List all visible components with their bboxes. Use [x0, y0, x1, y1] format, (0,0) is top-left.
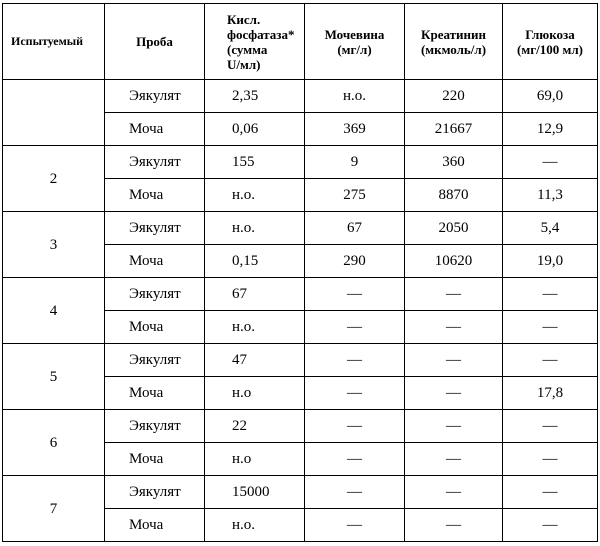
header-glucose-line-1: Глюкоза — [525, 26, 575, 42]
creatinine-cell: 2050 — [405, 212, 503, 245]
urea-cell: 275 — [305, 179, 405, 212]
glucose-cell: — — [503, 509, 598, 542]
table-row — [3, 410, 598, 443]
creatinine-cell: — — [405, 476, 503, 509]
results-table — [2, 3, 598, 542]
glucose-cell: 5,4 — [503, 212, 598, 245]
glucose-cell: 17,8 — [503, 377, 598, 410]
subject-cell: 2 — [3, 146, 105, 212]
creatinine-cell: 220 — [405, 80, 503, 113]
subject-cell — [3, 80, 105, 146]
phosphatase-cell: н.о. — [205, 212, 305, 245]
urea-cell: 9 — [305, 146, 405, 179]
header-urea-line-2: (мг/л) — [337, 41, 372, 57]
table-row — [3, 476, 598, 509]
creatinine-cell: 21667 — [405, 113, 503, 146]
creatinine-cell: — — [405, 344, 503, 377]
urea-cell: н.о. — [305, 80, 405, 113]
phosphatase-cell: 2,35 — [205, 80, 305, 113]
table-row — [3, 212, 598, 245]
creatinine-cell: — — [405, 311, 503, 344]
glucose-cell: 19,0 — [503, 245, 598, 278]
urea-cell: — — [305, 377, 405, 410]
creatinine-cell: — — [405, 443, 503, 476]
urea-cell: — — [305, 410, 405, 443]
glucose-cell: 69,0 — [503, 80, 598, 113]
phosphatase-cell: 155 — [205, 146, 305, 179]
header-creatinine — [405, 4, 503, 80]
header-creatinine-line-2: (мкмоль/л) — [420, 41, 487, 57]
sample-cell: Моча — [105, 509, 205, 542]
phosphatase-cell: 22 — [205, 410, 305, 443]
header-phosphatase-line-3: (сумма — [227, 41, 268, 57]
phosphatase-cell: 0,15 — [205, 245, 305, 278]
header-sample: Проба — [105, 4, 205, 80]
urea-cell: 369 — [305, 113, 405, 146]
sample-cell: Эякулят — [105, 344, 205, 377]
urea-cell: — — [305, 509, 405, 542]
glucose-cell: — — [503, 476, 598, 509]
header-phosphatase-line-4: U/мл) — [227, 56, 261, 72]
phosphatase-cell: 15000 — [205, 476, 305, 509]
urea-cell: — — [305, 476, 405, 509]
phosphatase-cell: н.о — [205, 377, 305, 410]
urea-cell: — — [305, 443, 405, 476]
header-phosphatase — [205, 4, 305, 80]
creatinine-cell: 10620 — [405, 245, 503, 278]
phosphatase-cell: 67 — [205, 278, 305, 311]
sample-cell: Моча — [105, 245, 205, 278]
sample-cell: Эякулят — [105, 476, 205, 509]
glucose-cell: — — [503, 278, 598, 311]
header-glucose — [503, 4, 598, 80]
glucose-cell: — — [503, 311, 598, 344]
sample-cell: Моча — [105, 443, 205, 476]
sample-cell: Эякулят — [105, 146, 205, 179]
urea-cell: — — [305, 278, 405, 311]
creatinine-cell: 360 — [405, 146, 503, 179]
subject-cell: 4 — [3, 278, 105, 344]
table-row — [3, 146, 598, 179]
sample-cell: Моча — [105, 113, 205, 146]
subject-cell: 6 — [3, 410, 105, 476]
header-subject: Испытуемый — [3, 4, 105, 80]
creatinine-cell: — — [405, 410, 503, 443]
header-creatinine-line-1: Креатинин — [421, 26, 486, 42]
header-urea — [305, 4, 405, 80]
glucose-cell: — — [503, 443, 598, 476]
header-phosphatase-line-1: Кисл. — [227, 11, 261, 27]
glucose-cell: — — [503, 344, 598, 377]
subject-cell: 3 — [3, 212, 105, 278]
header-glucose-line-2: (мг/100 мл) — [517, 41, 583, 57]
creatinine-cell: — — [405, 377, 503, 410]
sample-cell: Моча — [105, 377, 205, 410]
phosphatase-cell: 47 — [205, 344, 305, 377]
urea-cell: — — [305, 311, 405, 344]
urea-cell: 290 — [305, 245, 405, 278]
sample-cell: Эякулят — [105, 278, 205, 311]
urea-cell: 67 — [305, 212, 405, 245]
phosphatase-cell: н.о. — [205, 179, 305, 212]
creatinine-cell: — — [405, 278, 503, 311]
glucose-cell: — — [503, 410, 598, 443]
phosphatase-cell: н.о. — [205, 509, 305, 542]
urea-cell: — — [305, 344, 405, 377]
sample-cell: Эякулят — [105, 80, 205, 113]
table-row — [3, 278, 598, 311]
creatinine-cell: — — [405, 509, 503, 542]
table-row — [3, 344, 598, 377]
header-row — [3, 4, 598, 80]
sample-cell: Эякулят — [105, 212, 205, 245]
creatinine-cell: 8870 — [405, 179, 503, 212]
table-row — [3, 80, 598, 113]
header-phosphatase-line-2: фосфатаза* — [227, 26, 295, 42]
subject-cell: 7 — [3, 476, 105, 542]
phosphatase-cell: 0,06 — [205, 113, 305, 146]
subject-cell: 5 — [3, 344, 105, 410]
sample-cell: Моча — [105, 311, 205, 344]
sample-cell: Эякулят — [105, 410, 205, 443]
phosphatase-cell: н.о. — [205, 311, 305, 344]
header-urea-line-1: Мочевина — [324, 26, 385, 42]
glucose-cell: — — [503, 146, 598, 179]
phosphatase-cell: н.о — [205, 443, 305, 476]
glucose-cell: 11,3 — [503, 179, 598, 212]
sample-cell: Моча — [105, 179, 205, 212]
glucose-cell: 12,9 — [503, 113, 598, 146]
